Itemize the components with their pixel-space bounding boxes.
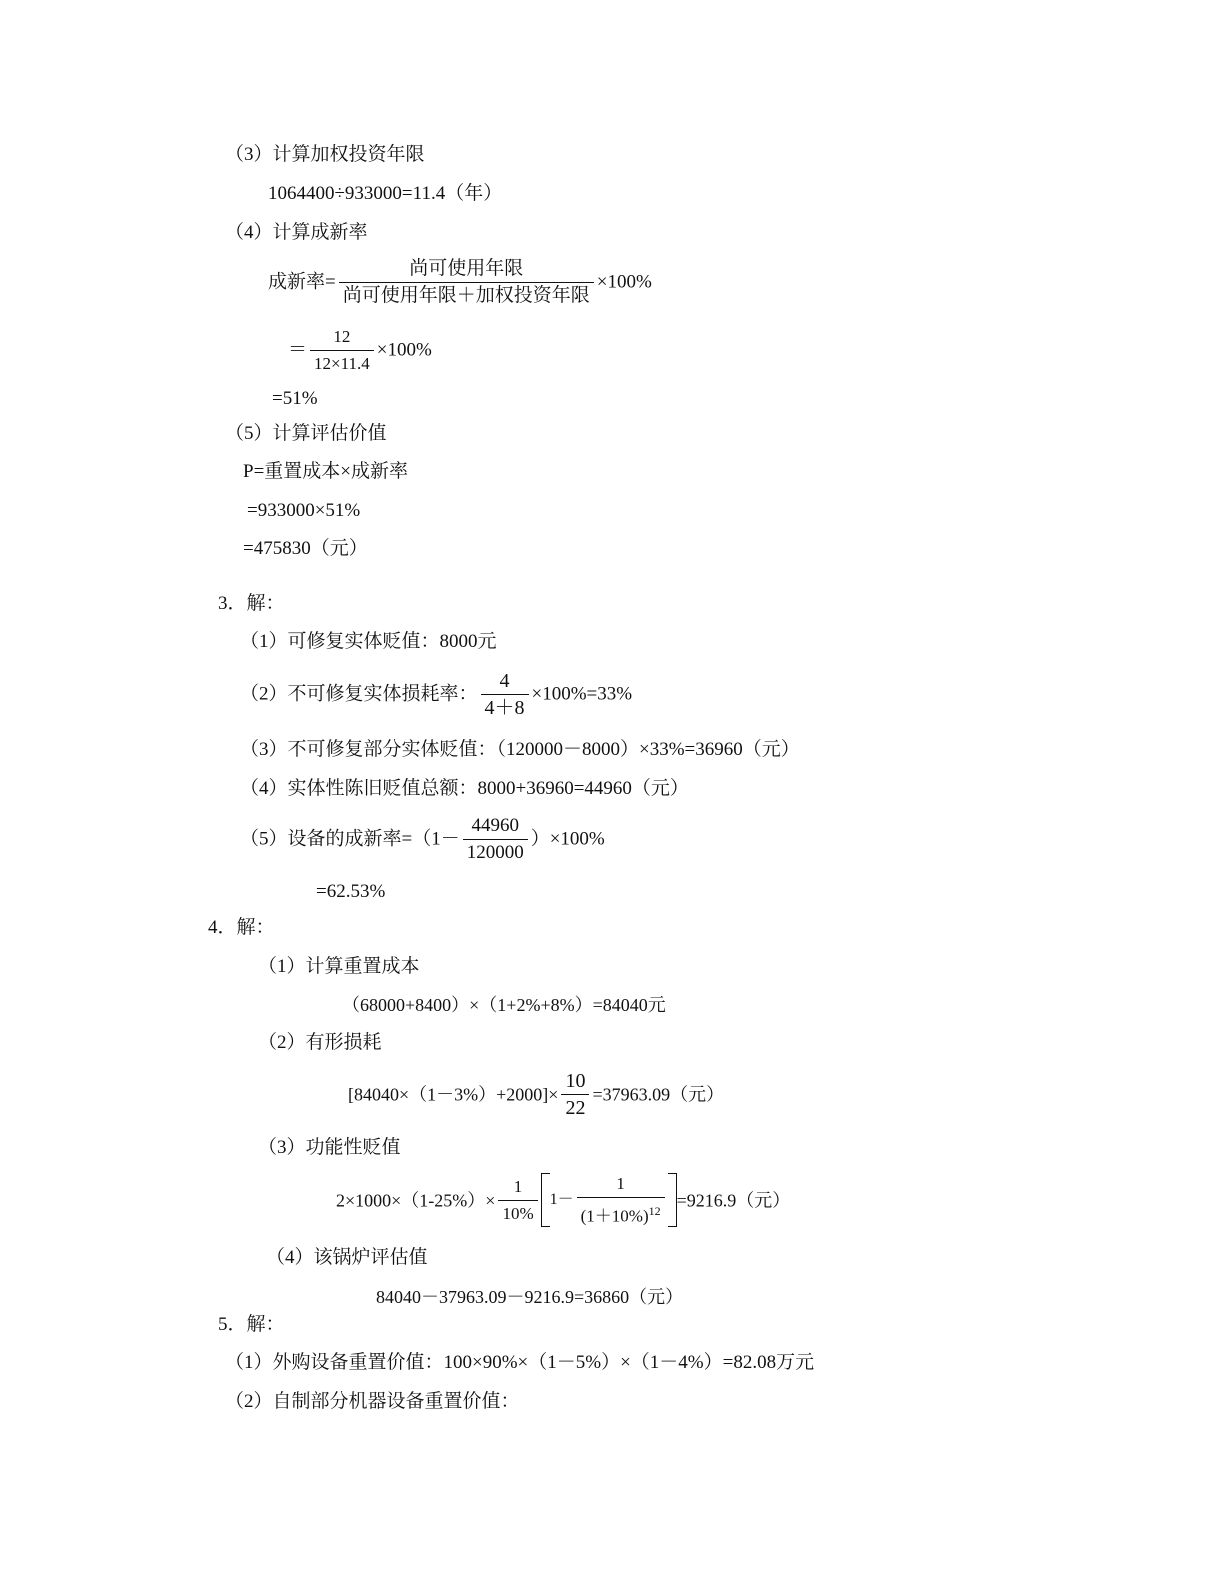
p3-line2-num: 4 [499, 670, 510, 692]
p4-s3-fraction2 [577, 1173, 665, 1228]
p4-s3-formula [336, 1173, 790, 1228]
p4-s3-den2-wrap [577, 1197, 665, 1228]
p3-line5-result: =62.53% [316, 881, 386, 902]
p5-heading: 5．解： [218, 1314, 285, 1335]
p2-s4-num: 尚可使用年限 [409, 258, 524, 279]
p4-s1-heading: （1）计算重置成本 [258, 956, 420, 977]
p3-line5-den: 120000 [463, 839, 528, 864]
p3-line5 [240, 815, 605, 864]
p4-s1-calc: （68000+8400）×（1+2%+8%）=84040元 [342, 995, 666, 1015]
p3-line5-fraction [463, 815, 528, 864]
p3-line5-label: （5）设备的成新率=（1－ [240, 828, 460, 850]
p3-line3: （3）不可修复部分实体贬值：（120000－8000）×33%=36960（元） [240, 739, 800, 760]
p4-s2-fraction [561, 1070, 589, 1119]
p4-s4-calc: 84040－37963.09－9216.9=36860（元） [376, 1287, 684, 1307]
p4-s2-den: 22 [561, 1094, 589, 1119]
p4-s3-fraction1 [498, 1176, 537, 1225]
p2-s4-lhs: 成新率= [268, 271, 336, 293]
p2-s5-line2: =933000×51% [247, 500, 361, 521]
p5-line2: （2）自制部分机器设备重置价值： [225, 1391, 520, 1412]
left-bracket [541, 1173, 550, 1227]
p4-s4-heading: （4）该锅炉评估值 [266, 1247, 428, 1268]
p4-s3-heading: （3）功能性贬值 [258, 1137, 401, 1158]
p4-s3-one: 1－ [549, 1191, 574, 1209]
p2-s5-heading: （5）计算评估价值 [225, 423, 387, 444]
p4-s3-bracket-group [541, 1173, 677, 1228]
p3-line2-tail: ×100%=33% [531, 683, 633, 705]
p2-s4-num2: 12 [333, 327, 351, 346]
p4-s2-heading: （2）有形损耗 [258, 1032, 382, 1053]
p3-line5-num: 44960 [471, 815, 519, 836]
p2-s4-eq: ＝ [288, 339, 308, 361]
p2-s3-calc: 1064400÷933000=11.4（年） [268, 183, 503, 204]
p2-s4-den2: 12×11.4 [310, 350, 374, 375]
p5-line1: （1）外购设备重置价值：100×90%×（1－5%）×（1－4%）=82.08万元 [225, 1352, 815, 1373]
p4-s3-exp: 12 [648, 1204, 661, 1218]
p4-s3-pre: 2×1000×（1-25%）× [336, 1190, 496, 1211]
p4-s2-tail: =37963.09（元） [592, 1084, 725, 1105]
right-bracket [668, 1173, 677, 1227]
p2-s4-times: ×100% [596, 271, 652, 293]
p2-s4-fraction [339, 258, 594, 307]
p4-s3-num2: 1 [616, 1174, 625, 1193]
p4-s2-num: 10 [565, 1070, 586, 1092]
p2-s4-heading: （4）计算成新率 [225, 222, 368, 243]
p3-line1: （1）可修复实体贬值：8000元 [240, 631, 497, 652]
p3-line4: （4）实体性陈旧贬值总额：8000+36960=44960（元） [240, 778, 689, 799]
p2-s4-den: 尚可使用年限＋加权投资年限 [339, 282, 594, 307]
p3-line2 [240, 670, 632, 719]
p2-s4-result: =51% [272, 388, 318, 409]
p3-line2-label: （2）不可修复实体损耗率： [240, 683, 478, 705]
p2-s4-formula2 [288, 326, 432, 375]
p3-line2-fraction [481, 670, 529, 719]
p2-s4-formula [268, 258, 652, 307]
p4-s3-tail: =9216.9（元） [676, 1190, 791, 1211]
p4-s2-formula [348, 1070, 724, 1119]
p4-heading: 4．解： [208, 917, 275, 938]
p4-s3-num1: 1 [513, 1176, 523, 1196]
p3-heading: 3．解： [218, 593, 285, 614]
p2-s4-fraction2 [310, 326, 374, 375]
p3-line5-tail: ）×100% [530, 828, 605, 850]
p2-s5-line3: =475830（元） [243, 538, 368, 559]
p3-line2-den: 4＋8 [481, 694, 529, 719]
p4-s2-pre: [84040×（1－3%）+2000]× [348, 1084, 559, 1105]
p2-s4-times2: ×100% [376, 339, 432, 361]
p4-s3-den1: 10% [498, 1200, 537, 1225]
p2-s3-heading: （3）计算加权投资年限 [225, 144, 425, 165]
p2-s5-line1: P=重置成本×成新率 [243, 461, 408, 482]
p4-s3-den2: (1＋10%) [580, 1206, 649, 1226]
